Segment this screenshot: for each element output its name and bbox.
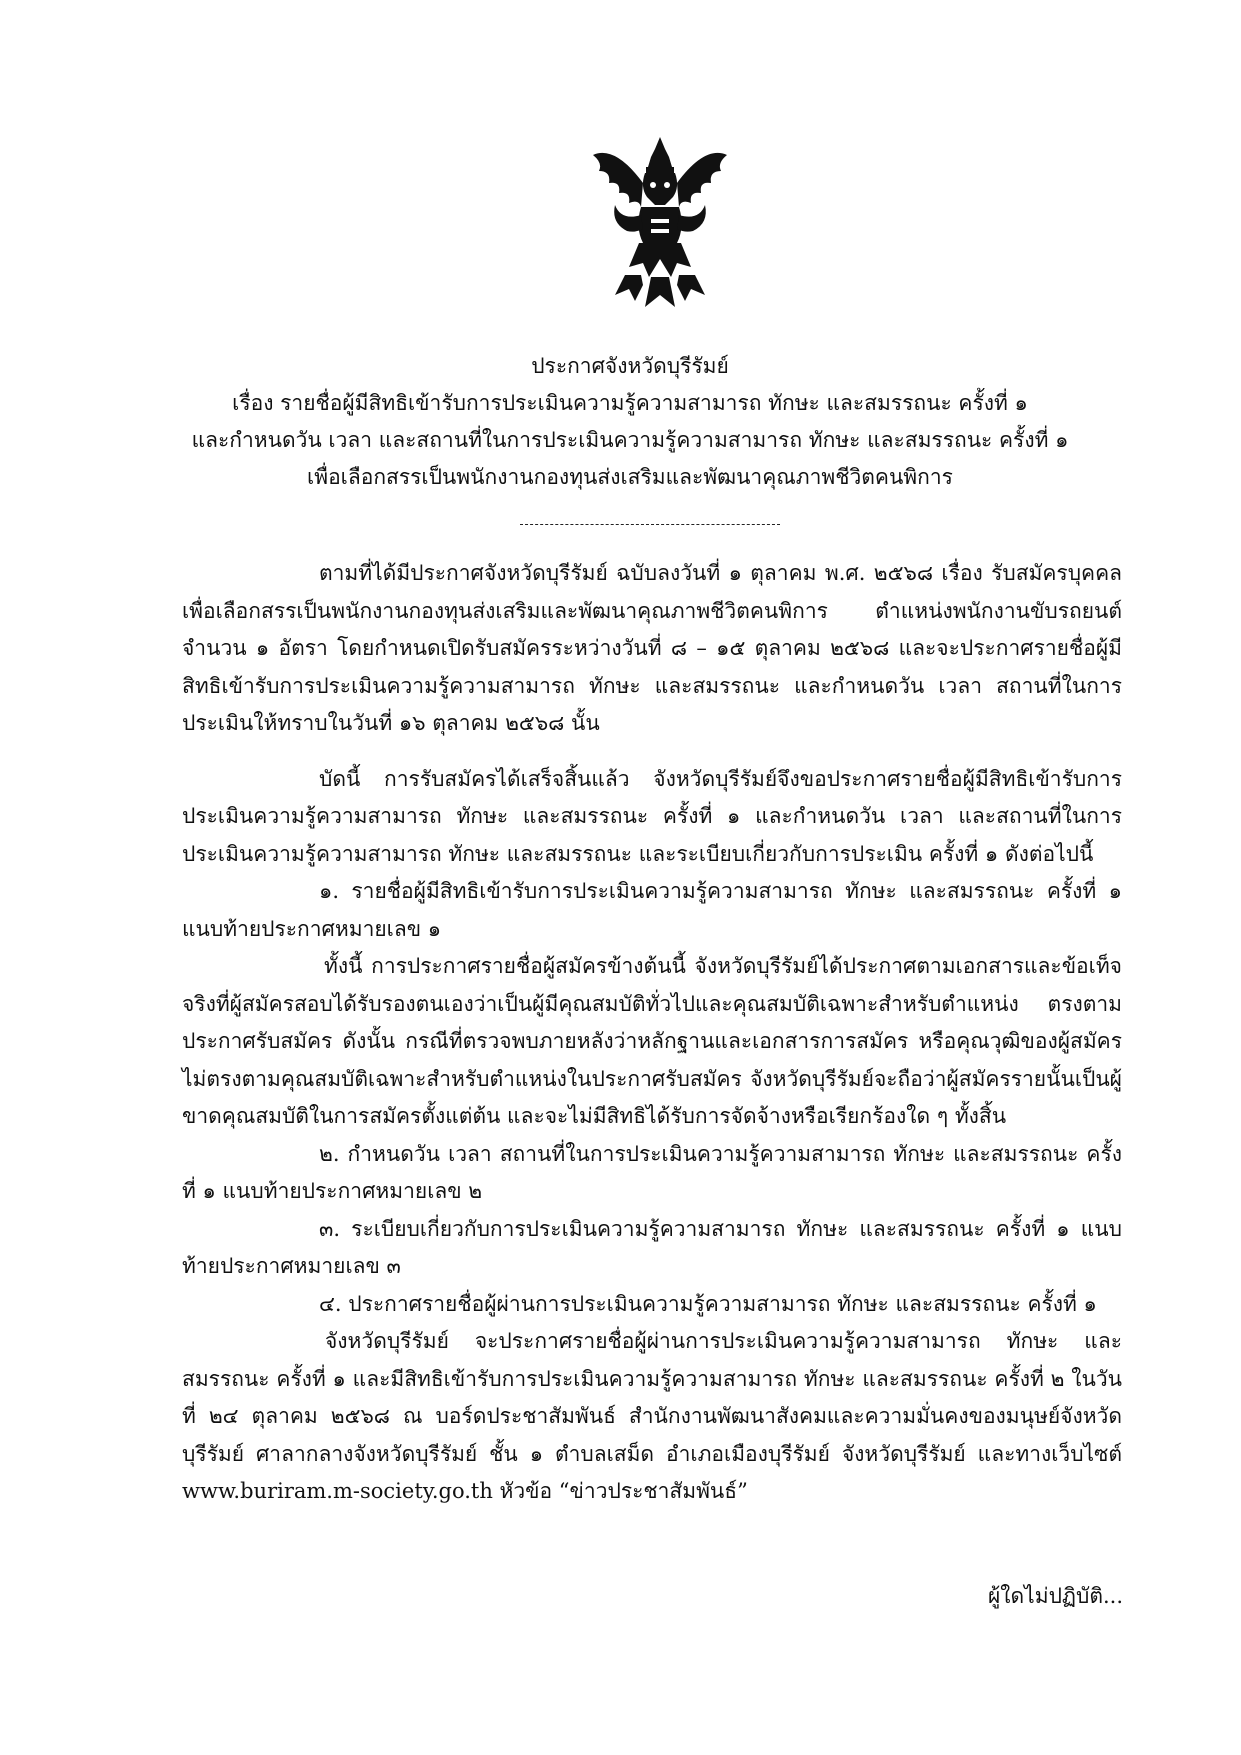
header-divider <box>520 524 780 525</box>
page-continuation: ผู้ใดไม่ปฏิบัติ... <box>987 1584 1123 1608</box>
list-item-4: ๔. ประกาศรายชื่อผู้ผ่านการประเมินความรู้ความสามารถ ทักษะ และสมรรถนะ ครั้งที่ ๑ <box>319 1291 1097 1316</box>
subject-line-1: เรื่อง รายชื่อผู้มีสิทธิเข้ารับการประเมินความรู้ความสามารถ ทักษะ และสมรรถนะ ครั้งที่ ๑ <box>232 391 1028 415</box>
list-item-1: ๑. รายชื่อผู้มีสิทธิเข้ารับการประเมินความรู้ความสามารถ ทักษะ และสมรรถนะ ครั้งที่ ๑ แนบท้ายประกาศหมายเลข ๑ <box>182 879 1122 941</box>
list-item-4-note: จังหวัดบุรีรัมย์ จะประกาศรายชื่อผู้ผ่านการประเมินความรู้ความสามารถ ทักษะ และสมรรถนะ ครั้งที่ ๑ และมีสิทธิเข้ารับการประเมินความรู้ความสามารถ ทักษะ และสมรรถนะ ครั้งที่ ๒ ในวันที่ ๒๔ ตุลาคม ๒๕๖๘ ณ บอร์ดประชาสัมพันธ์ สำนักงานพัฒนาสังคมและความมั่นคงของมนุษย์จังหวัดบุรีรัมย์ ศาลากลางจังหวัดบุรีรัมย์ ชั้น ๑ ตำบลเสม็ด อำเภอเมืองบุรีรัมย์ จังหวัดบุรีรัมย์ และทางเว็บไซต์ www.buriram.m-society.go.th หัวข้อ “ข่าวประชาสัมพันธ์” <box>182 1329 1122 1503</box>
announcement-body <box>182 555 1122 1511</box>
subject-line-2: และกำหนดวัน เวลา และสถานที่ในการประเมินความรู้ความสามารถ ทักษะ และสมรรถนะ ครั้งที่ ๑ <box>191 428 1069 452</box>
announcement-title: ประกาศจังหวัดบุรีรัมย์ <box>531 354 729 378</box>
subject-line-3: เพื่อเลือกสรรเป็นพนักงานกองทุนส่งเสริมและพัฒนาคุณภาพชีวิตคนพิการ <box>307 465 953 489</box>
garuda-emblem-icon <box>585 135 735 310</box>
list-item-1-note: ทั้งนี้ การประกาศรายชื่อผู้สมัครข้างต้นนี้ จังหวัดบุรีรัมย์ได้ประกาศตามเอกสารและข้อเท็จจริงที่ผู้สมัครสอบได้รับรองตนเองว่าเป็นผู้มีคุณสมบัติทั่วไปและคุณสมบัติเฉพาะสำหรับตำแหน่ง ตรงตามประกาศรับสมัคร ดังนั้น กรณีที่ตรวจพบภายหลังว่าหลักฐานและเอกสารการสมัคร หรือคุณวุฒิของผู้สมัครไม่ตรงตามคุณสมบัติเฉพาะสำหรับตำแหน่งในประกาศรับสมัคร จังหวัดบุรีรัมย์จะถือว่าผู้สมัครรายนั้นเป็นผู้ขาดคุณสมบัติในการสมัครตั้งแต่ต้น และจะไม่มีสิทธิได้รับการจัดจ้างหรือเรียกร้องใด ๆ ทั้งสิ้น <box>182 954 1122 1128</box>
announcement-header <box>150 348 1110 496</box>
list-item-2: ๒. กำหนดวัน เวลา สถานที่ในการประเมินความรู้ความสามารถ ทักษะ และสมรรถนะ ครั้งที่ ๑ แนบท้ายประกาศหมายเลข ๒ <box>182 1141 1122 1203</box>
paragraph-announcement: บัดนี้ การรับสมัครได้เสร็จสิ้นแล้ว จังหวัดบุรีรัมย์จึงขอประกาศรายชื่อผู้มีสิทธิเข้ารับการประเมินความรู้ความสามารถ ทักษะ และสมรรถนะ ครั้งที่ ๑ และกำหนดวัน เวลา และสถานที่ในการประเมินความรู้ความสามารถ ทักษะ และสมรรถนะ และระเบียบเกี่ยวกับการประเมิน ครั้งที่ ๑ ดังต่อไปนี้ <box>182 766 1122 866</box>
list-item-3: ๓. ระเบียบเกี่ยวกับการประเมินความรู้ความสามารถ ทักษะ และสมรรถนะ ครั้งที่ ๑ แนบท้ายประกาศหมายเลข ๓ <box>182 1216 1122 1278</box>
paragraph-background: ตามที่ได้มีประกาศจังหวัดบุรีรัมย์ ฉบับลงวันที่ ๑ ตุลาคม พ.ศ. ๒๕๖๘ เรื่อง รับสมัครบุคคลเพื่อเลือกสรรเป็นพนักงานกองทุนส่งเสริมและพัฒนาคุณภาพชีวิตคนพิการ ตำแหน่งพนักงานขับรถยนต์ จำนวน ๑ อัตรา โดยกำหนดเปิดรับสมัครระหว่างวันที่ ๘ – ๑๕ ตุลาคม ๒๕๖๘ และจะประกาศรายชื่อผู้มีสิทธิเข้ารับการประเมินความรู้ความสามารถ ทักษะ และสมรรถนะ และกำหนดวัน เวลา สถานที่ในการประเมินให้ทราบในวันที่ ๑๖ ตุลาคม ๒๕๖๘ นั้น <box>182 561 1122 735</box>
